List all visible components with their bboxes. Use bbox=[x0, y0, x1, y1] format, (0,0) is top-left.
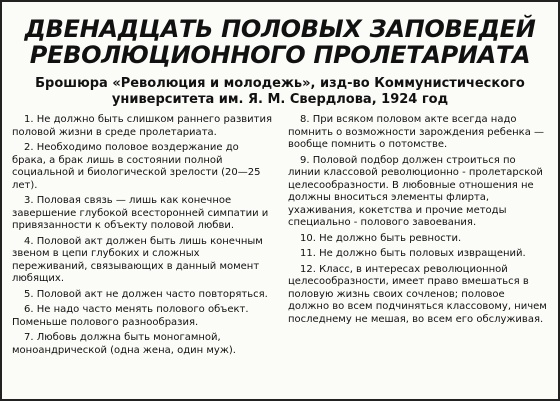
left-column bbox=[12, 114, 272, 360]
right-column bbox=[288, 114, 548, 360]
commandment-12: 12. Класс, в интересах революционной целесообразности, имеет право вмешаться в половую жизнь своих сочленов; половое должно во всем подчиняться классовому, ничем последнему не мешая, во всем его обслуживая. bbox=[288, 263, 547, 325]
headline-line-2: РЕВОЛЮЦИОННОГО ПРОЛЕТАРИАТА bbox=[29, 41, 531, 69]
commandment-1: 1. Не должно быть слишком раннего развития половой жизни в среде пролетариата. bbox=[12, 114, 272, 138]
commandment-8: 8. При всяком половом акте всегда надо помнить о возможности зарождения ребенка — вообще помнить о потомстве. bbox=[288, 114, 545, 150]
article-body bbox=[12, 114, 548, 360]
commandment-6: 6. Не надо часто менять полового объект. Поменьше полового разнообразия. bbox=[12, 304, 249, 328]
commandment-2: 2. Необходимо половое воздержание до брака, а брак лишь в состоянии полной социальной и биологической зрелости (20—25 лет). bbox=[12, 142, 261, 191]
source-caption-line-1: Брошюра «Революция и молодежь», изд-во Коммунистического bbox=[35, 76, 525, 91]
commandment-9: 9. Половой подбор должен строиться по линии классовой революционно - пролетарской целесообразности. В любовные отношения не должны вноситься элементы флирта, ухаживания, кокетства и прочие методы специально - полового завоевания. bbox=[288, 154, 543, 228]
source-caption bbox=[12, 76, 548, 108]
commandment-5: 5. Половой акт не должен часто повторяться. bbox=[24, 288, 268, 300]
commandment-11: 11. Не должно быть половых извращений. bbox=[300, 248, 526, 259]
headline bbox=[12, 16, 548, 68]
headline-line-1: ДВЕНАДЦАТЬ ПОЛОВЫХ ЗАПОВЕДЕЙ bbox=[24, 15, 536, 43]
source-caption-line-2: университета им. Я. М. Свердлова, 1924 год bbox=[111, 92, 449, 107]
commandment-4: 4. Половой акт должен быть лишь конечным звеном в цепи глубоких и сложных переживаний, связывающих в данный момент любящих. bbox=[12, 235, 263, 284]
commandment-7: 7. Любовь должна быть моногамной, моноандрической (одна жена, один муж). bbox=[12, 332, 236, 356]
commandment-10: 10. Не должно быть ревности. bbox=[300, 232, 462, 244]
commandment-3: 3. Половая связь — лишь как конечное завершение глубокой всесторонней симпатии и привязанности к объекту половой любви. bbox=[12, 195, 269, 231]
